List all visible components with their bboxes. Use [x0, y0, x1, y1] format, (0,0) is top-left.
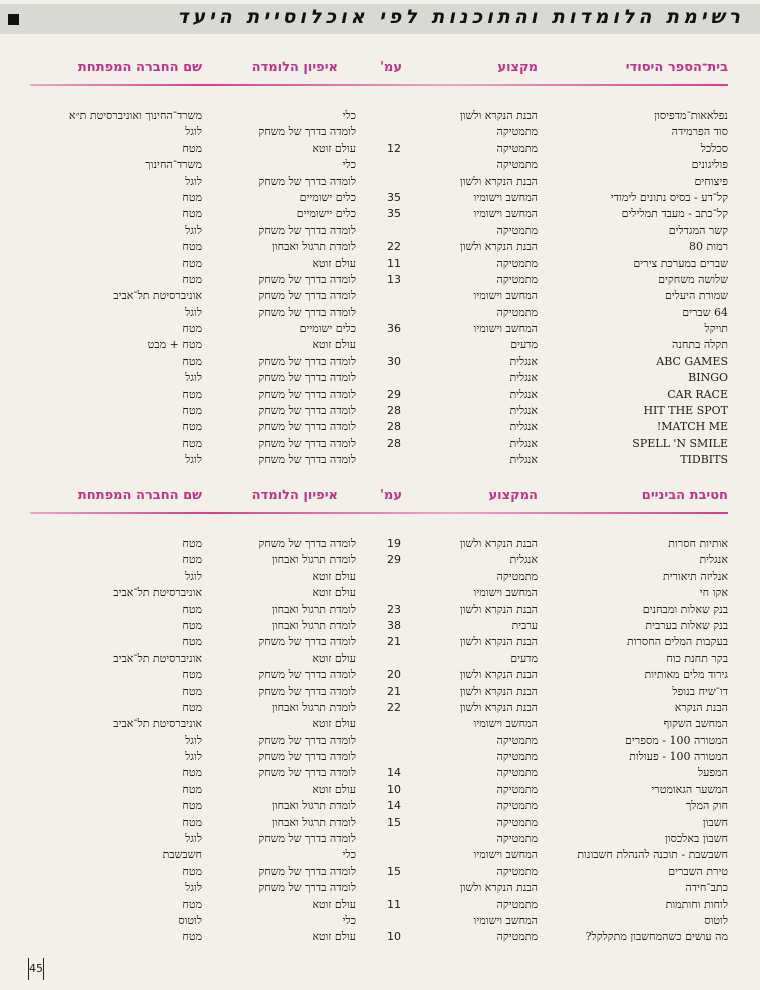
cell-character: עולם זוטא: [312, 651, 356, 665]
section-elementary: [30, 56, 728, 469]
cell-subject: מתמטיקה: [496, 569, 538, 583]
table-row: [30, 403, 728, 419]
cell-page: 14: [387, 799, 401, 813]
cell-character: לומדה בדרך של משחק: [258, 305, 356, 319]
cell-character: עולם זוטא: [312, 930, 356, 944]
cell-developer: מטח + מבט: [147, 338, 202, 352]
cell-page: 10: [387, 930, 401, 944]
header-rule: [30, 84, 728, 86]
cell-name: קל־כתב - מעבד תמלילים: [621, 207, 728, 221]
table-row: [30, 108, 728, 124]
cell-name: המטורה 100 - מספרים: [625, 733, 728, 747]
cell-subject: המחשב וישומיו: [473, 322, 538, 336]
cell-character: לומדה בדרך של משחק: [258, 272, 356, 286]
cell-subject: אנגלית: [509, 436, 538, 450]
cell-name: תקלה בתחנה: [672, 338, 728, 352]
cell-subject: מתמטיקה: [496, 832, 538, 846]
table-row: [30, 700, 728, 716]
table-row: [30, 634, 728, 650]
cell-subject: מתמטיקה: [496, 272, 538, 286]
cell-developer: מטח: [182, 864, 202, 878]
cell-page: 19: [387, 537, 401, 550]
cell-page: 12: [387, 141, 401, 155]
table-row: [30, 354, 728, 370]
cell-developer: מטח: [182, 207, 202, 221]
cell-subject: המחשב וישומיו: [473, 207, 538, 221]
cell-developer: מטח: [182, 141, 202, 155]
cell-developer: מטח: [182, 668, 202, 682]
cell-character: כלי: [342, 109, 356, 122]
cell-developer: לוגל: [185, 832, 202, 846]
cell-developer: לוגל: [185, 453, 202, 467]
cell-subject: אנגלית: [509, 553, 538, 567]
cell-subject: מתמטיקה: [496, 141, 538, 155]
cell-developer: מטח: [182, 799, 202, 813]
cell-character: לומדה בדרך של משחק: [258, 223, 356, 237]
cell-page: 20: [387, 668, 401, 682]
cell-character: לומדה בדרך של משחק: [258, 733, 356, 747]
cell-subject: המחשב וישומיו: [473, 586, 538, 600]
cell-developer: מטח: [182, 420, 202, 434]
cell-page: 10: [387, 782, 401, 796]
cell-character: עולם זוטא: [312, 569, 356, 583]
table-row: [30, 618, 728, 634]
table-row: [30, 847, 728, 863]
cell-name: המטורה 100 - פעולות: [629, 750, 728, 764]
cell-developer: מטח: [182, 272, 202, 286]
cell-page: 11: [387, 897, 401, 911]
cell-subject: ערבית: [511, 618, 538, 632]
table-row: [30, 913, 728, 929]
cell-subject: מדעים: [510, 651, 538, 665]
cell-subject: הבנת הנקרא ולשון: [459, 668, 538, 682]
cell-name: בעקבות המלים החסרות: [627, 635, 728, 649]
table-row: [30, 174, 728, 190]
cell-subject: מתמטיקה: [496, 733, 538, 747]
cell-character: לומדה בדרך של משחק: [258, 684, 356, 698]
cell-character: לומדה בדרך של משחק: [258, 420, 356, 434]
cell-character: לומדה בדרך של משחק: [258, 125, 356, 139]
table-row: [30, 321, 728, 337]
column-header-page: עמ': [379, 488, 402, 503]
cell-character: לומדה בדרך של משחק: [258, 766, 356, 780]
cell-name: פיצוחים: [694, 174, 728, 188]
title-bar: [0, 4, 760, 34]
column-header-subject: מקצוע: [497, 60, 538, 75]
table-row: [30, 436, 728, 452]
column-header-character: איפיון הלומדה: [251, 488, 338, 503]
table-row: [30, 864, 728, 880]
cell-developer: לוטוס: [178, 913, 202, 927]
cell-character: לומדה בדרך של משחק: [258, 387, 356, 401]
table-row: [30, 716, 728, 732]
cell-subject: המחשב וישומיו: [473, 289, 538, 303]
table-row: [30, 897, 728, 913]
cell-character: לומדת תרגול ואבחון: [271, 700, 356, 714]
cell-developer: לוגל: [185, 125, 202, 139]
cell-subject: הבנת הנקרא ולשון: [459, 684, 538, 698]
table-header: [30, 56, 728, 82]
column-header-name: בית־הספר היסודי: [625, 60, 728, 75]
cell-character: כלים ישומיים: [299, 190, 356, 204]
table-row: [30, 765, 728, 781]
cell-character: כלי: [342, 848, 356, 862]
cell-name: חשבון באלכסון: [664, 832, 728, 846]
cell-developer: משרד־החינוך: [145, 158, 202, 172]
cell-character: עולם זוטא: [312, 338, 356, 352]
cell-developer: מטח: [182, 930, 202, 944]
table-row: [30, 749, 728, 765]
cell-subject: מתמטיקה: [496, 930, 538, 944]
cell-developer: מטח: [182, 190, 202, 204]
cell-character: לומדה בדרך של משחק: [258, 404, 356, 418]
column-header-developer: שם החברה המפתחת: [77, 488, 202, 503]
table-row: [30, 782, 728, 798]
table-row: [30, 124, 728, 140]
cell-character: כלים יישומיים: [296, 207, 356, 221]
cell-character: כלי: [342, 913, 356, 927]
cell-subject: אנגלית: [509, 420, 538, 434]
cell-character: לומדת תרגול ואבחון: [271, 815, 356, 829]
cell-name: SPELL 'N SMILE: [632, 436, 728, 450]
cell-developer: לוגל: [185, 371, 202, 385]
cell-character: לומדה בדרך של משחק: [258, 864, 356, 878]
table-row: [30, 552, 728, 568]
cell-subject: הבנת הנקרא ולשון: [459, 602, 538, 616]
cell-name: קל־דע - בסיס נתונים לימודי: [610, 190, 728, 204]
cell-subject: אנגלית: [509, 387, 538, 401]
column-header-name: חטיבת הביניים: [641, 488, 728, 503]
cell-subject: הבנת הנקרא ולשון: [459, 537, 538, 550]
cell-developer: מטח: [182, 782, 202, 796]
table-row: [30, 536, 728, 552]
cell-developer: משרד־החינוך ואוניברסיטת ת״א: [68, 109, 202, 122]
cell-name: MATCH ME!: [656, 420, 728, 434]
cell-developer: מטח: [182, 387, 202, 401]
cell-page: 29: [387, 553, 401, 567]
cell-page: 23: [387, 602, 401, 616]
cell-developer: לוגל: [185, 881, 202, 895]
cell-subject: מתמטיקה: [496, 864, 538, 878]
cell-character: לומדה בדרך של משחק: [258, 371, 356, 385]
table-row: [30, 585, 728, 601]
cell-subject: מתמטיקה: [496, 766, 538, 780]
cell-subject: הבנת הנקרא ולשון: [459, 881, 538, 895]
cell-character: לומדה בדרך של משחק: [258, 436, 356, 450]
cell-subject: הבנת הנקרא ולשון: [459, 109, 538, 122]
cell-developer: לוגל: [185, 750, 202, 764]
page-title: רשימת הלומדות והתוכנות לפי אוכלוסיית היעד: [177, 6, 744, 28]
cell-subject: המחשב וישומיו: [473, 717, 538, 731]
cell-character: לומדה בדרך של משחק: [258, 289, 356, 303]
cell-name: לוחות וחותמות: [665, 897, 728, 911]
cell-character: לומדת תרגול ואבחון: [271, 553, 356, 567]
cell-page: 28: [387, 404, 401, 418]
cell-character: עולם זוטא: [312, 717, 356, 731]
cell-name: אקו חי: [699, 586, 728, 600]
cell-subject: המחשב וישומיו: [473, 913, 538, 927]
cell-character: עולם זוטא: [312, 586, 356, 600]
table-row: [30, 288, 728, 304]
cell-name: שמורת היעלים: [664, 289, 728, 303]
cell-name: HIT THE SPOT: [643, 404, 728, 418]
table-row: [30, 831, 728, 847]
column-header-page: עמ': [379, 60, 402, 75]
header-rule: [30, 512, 728, 514]
cell-page: 13: [387, 272, 401, 286]
cell-developer: מטח: [182, 602, 202, 616]
cell-name: חוק המלך: [685, 799, 728, 813]
table-row: [30, 651, 728, 667]
cell-developer: מטח: [182, 700, 202, 714]
cell-subject: מתמטיקה: [496, 897, 538, 911]
cell-page: 28: [387, 420, 401, 434]
cell-character: לומדה בדרך של משחק: [258, 832, 356, 846]
cell-page: 22: [387, 240, 401, 254]
cell-character: לומדה בדרך של משחק: [258, 635, 356, 649]
cell-character: עולם זוטא: [312, 782, 356, 796]
cell-page: 28: [387, 436, 401, 450]
cell-name: פוליגונים: [691, 158, 728, 172]
table-row: [30, 929, 728, 945]
cell-character: לומדה בדרך של משחק: [258, 668, 356, 682]
table-row: [30, 256, 728, 272]
cell-name: חשבון: [702, 815, 728, 829]
cell-subject: הבנת הנקרא ולשון: [459, 700, 538, 714]
table-row: [30, 305, 728, 321]
cell-subject: מתמטיקה: [496, 750, 538, 764]
cell-developer: לוגל: [185, 569, 202, 583]
cell-name: אנליזה תיאורית: [662, 569, 728, 583]
table-row: [30, 684, 728, 700]
cell-subject: המחשב וישומיו: [473, 848, 538, 862]
cell-subject: המחשב וישומיו: [473, 190, 538, 204]
cell-character: לומדת תרגול ואבחון: [271, 240, 356, 254]
table-row: [30, 239, 728, 255]
cell-name: טירת השברים: [668, 864, 728, 878]
table-row: [30, 569, 728, 585]
cell-subject: אנגלית: [509, 404, 538, 418]
cell-name: קשר המגדלים: [668, 223, 728, 237]
cell-developer: מטח: [182, 404, 202, 418]
table-row: [30, 733, 728, 749]
cell-developer: מטח: [182, 635, 202, 649]
cell-page: 21: [387, 684, 401, 698]
cell-subject: מתמטיקה: [496, 799, 538, 813]
cell-page: 11: [387, 256, 401, 270]
cell-name: לוטוס: [704, 913, 728, 927]
cell-developer: לוגל: [185, 305, 202, 319]
table-row: [30, 223, 728, 239]
cell-subject: מתמטיקה: [496, 223, 538, 237]
cell-name: CAR RACE: [667, 387, 728, 401]
cell-page: 15: [387, 815, 401, 829]
cell-name: חשבשבת - תוכנה להנהלת חשבונות: [577, 848, 728, 862]
cell-page: 21: [387, 635, 401, 649]
cell-character: לומדה בדרך של משחק: [258, 881, 356, 895]
table-row: [30, 798, 728, 814]
cell-developer: אוניברסיטת תל־אביב: [113, 586, 202, 600]
cell-page: 22: [387, 700, 401, 714]
cell-page: 38: [387, 618, 401, 632]
cell-name: המשער הגאומטרי: [651, 782, 728, 796]
cell-subject: אנגלית: [509, 453, 538, 467]
cell-developer: מטח: [182, 815, 202, 829]
cell-developer: לוגל: [185, 174, 202, 188]
cell-character: לומדה בדרך של משחק: [258, 537, 356, 550]
cell-name: אותיות חסרות: [668, 537, 728, 550]
cell-character: לומדה בדרך של משחק: [258, 750, 356, 764]
cell-subject: מתמטיקה: [496, 815, 538, 829]
cell-character: כלי: [342, 158, 356, 172]
cell-name: מה עושים כשהמחשבון מתקלקל?: [585, 930, 728, 944]
cell-subject: אנגלית: [509, 371, 538, 385]
cell-developer: מטח: [182, 684, 202, 698]
cell-page: 36: [387, 322, 401, 336]
table-header: [30, 484, 728, 510]
cell-subject: אנגלית: [509, 354, 538, 368]
cell-character: לומדת תרגול ואבחון: [271, 799, 356, 813]
cell-name: כתב־חידה: [685, 881, 728, 895]
cell-developer: מטח: [182, 354, 202, 368]
cell-name: הבנת הנקרא: [674, 700, 728, 714]
cell-subject: מתמטיקה: [496, 125, 538, 139]
page-number: 45: [28, 958, 44, 980]
cell-character: לומדה בדרך של משחק: [258, 354, 356, 368]
table-row: [30, 452, 728, 468]
cell-subject: הבנת הנקרא ולשון: [459, 635, 538, 649]
table-row: [30, 602, 728, 618]
cell-developer: אוניברסיטת תל־אביב: [113, 717, 202, 731]
cell-name: בנק שאלות בערבית: [645, 618, 728, 632]
table-row: [30, 880, 728, 896]
cell-developer: חשבשבת: [162, 848, 202, 862]
cell-page: 14: [387, 766, 401, 780]
table-row: [30, 387, 728, 403]
cell-name: סוד הפרמידה: [671, 125, 728, 139]
table-row: [30, 141, 728, 157]
column-header-developer: שם החברה המפתחת: [77, 60, 202, 75]
cell-character: כלים ישומיים: [299, 322, 356, 336]
cell-character: לומדה בדרך של משחק: [258, 453, 356, 467]
cell-name: 64 שברים: [682, 305, 728, 319]
cell-developer: אוניברסיטת תל־אביב: [113, 289, 202, 303]
table-row: [30, 272, 728, 288]
cell-name: רמות 80: [689, 240, 728, 254]
cell-developer: מטח: [182, 240, 202, 254]
column-header-character: איפיון הלומדה: [251, 60, 338, 75]
cell-subject: מתמטיקה: [496, 305, 538, 319]
cell-developer: מטח: [182, 553, 202, 567]
section-middle-school: [30, 484, 728, 946]
cell-subject: מדעים: [510, 338, 538, 352]
cell-developer: אוניברסיטת תל־אביב: [113, 651, 202, 665]
cell-subject: הבנת הנקרא ולשון: [459, 174, 538, 188]
cell-name: גירוד מלים מאותיות: [644, 668, 728, 682]
cell-developer: מטח: [182, 897, 202, 911]
cell-subject: מתמטיקה: [496, 158, 538, 172]
cell-developer: לוגל: [185, 733, 202, 747]
cell-page: 35: [387, 207, 401, 221]
cell-name: המפעל: [698, 766, 728, 780]
cell-name: שלושה משחקים: [658, 272, 728, 286]
cell-page: 30: [387, 354, 401, 368]
cell-name: סכלכל: [700, 141, 728, 155]
cell-page: 29: [387, 387, 401, 401]
cell-page: 15: [387, 864, 401, 878]
cell-developer: מטח: [182, 436, 202, 450]
cell-name: TIDBITS: [680, 453, 728, 467]
cell-character: לומדה בדרך של משחק: [258, 174, 356, 188]
column-header-subject: המקצוע: [488, 488, 538, 503]
cell-subject: מתמטיקה: [496, 256, 538, 270]
cell-name: דו־שיח בנופל: [672, 684, 728, 698]
cell-developer: מטח: [182, 256, 202, 270]
cell-subject: הבנת הנקרא ולשון: [459, 240, 538, 254]
table-row: [30, 206, 728, 222]
cell-developer: מטח: [182, 322, 202, 336]
cell-name: המחשב השקוף: [663, 717, 728, 731]
table-row: [30, 190, 728, 206]
cell-name: בקר תחנת כוח: [666, 651, 728, 665]
cell-name: תויקל: [704, 322, 728, 336]
cell-character: עולם זוטא: [312, 141, 356, 155]
cell-page: 35: [387, 190, 401, 204]
cell-name: בנק שאלות ומבחנים: [642, 602, 728, 616]
cell-name: ABC GAMES: [656, 354, 728, 368]
cell-developer: לוגל: [185, 223, 202, 237]
cell-developer: מטח: [182, 766, 202, 780]
cell-character: עולם זוטא: [312, 897, 356, 911]
cell-character: לומדת תרגול ואבחון: [271, 602, 356, 616]
table-row: [30, 370, 728, 386]
cell-character: לומדת תרגול ואבחון: [271, 618, 356, 632]
table-row: [30, 667, 728, 683]
cell-developer: מטח: [182, 537, 202, 550]
cell-character: עולם זוטא: [312, 256, 356, 270]
table-row: [30, 419, 728, 435]
cell-name: BINGO: [688, 371, 728, 385]
table-row: [30, 157, 728, 173]
square-marker-icon: [8, 14, 19, 25]
table-row: [30, 337, 728, 353]
cell-subject: מתמטיקה: [496, 782, 538, 796]
table-row: [30, 815, 728, 831]
cell-name: נפלאאות־מדפיסון: [654, 109, 728, 122]
cell-developer: מטח: [182, 618, 202, 632]
cell-name: אנגלית: [699, 553, 728, 567]
cell-name: שברים במערכת צירים: [633, 256, 728, 270]
